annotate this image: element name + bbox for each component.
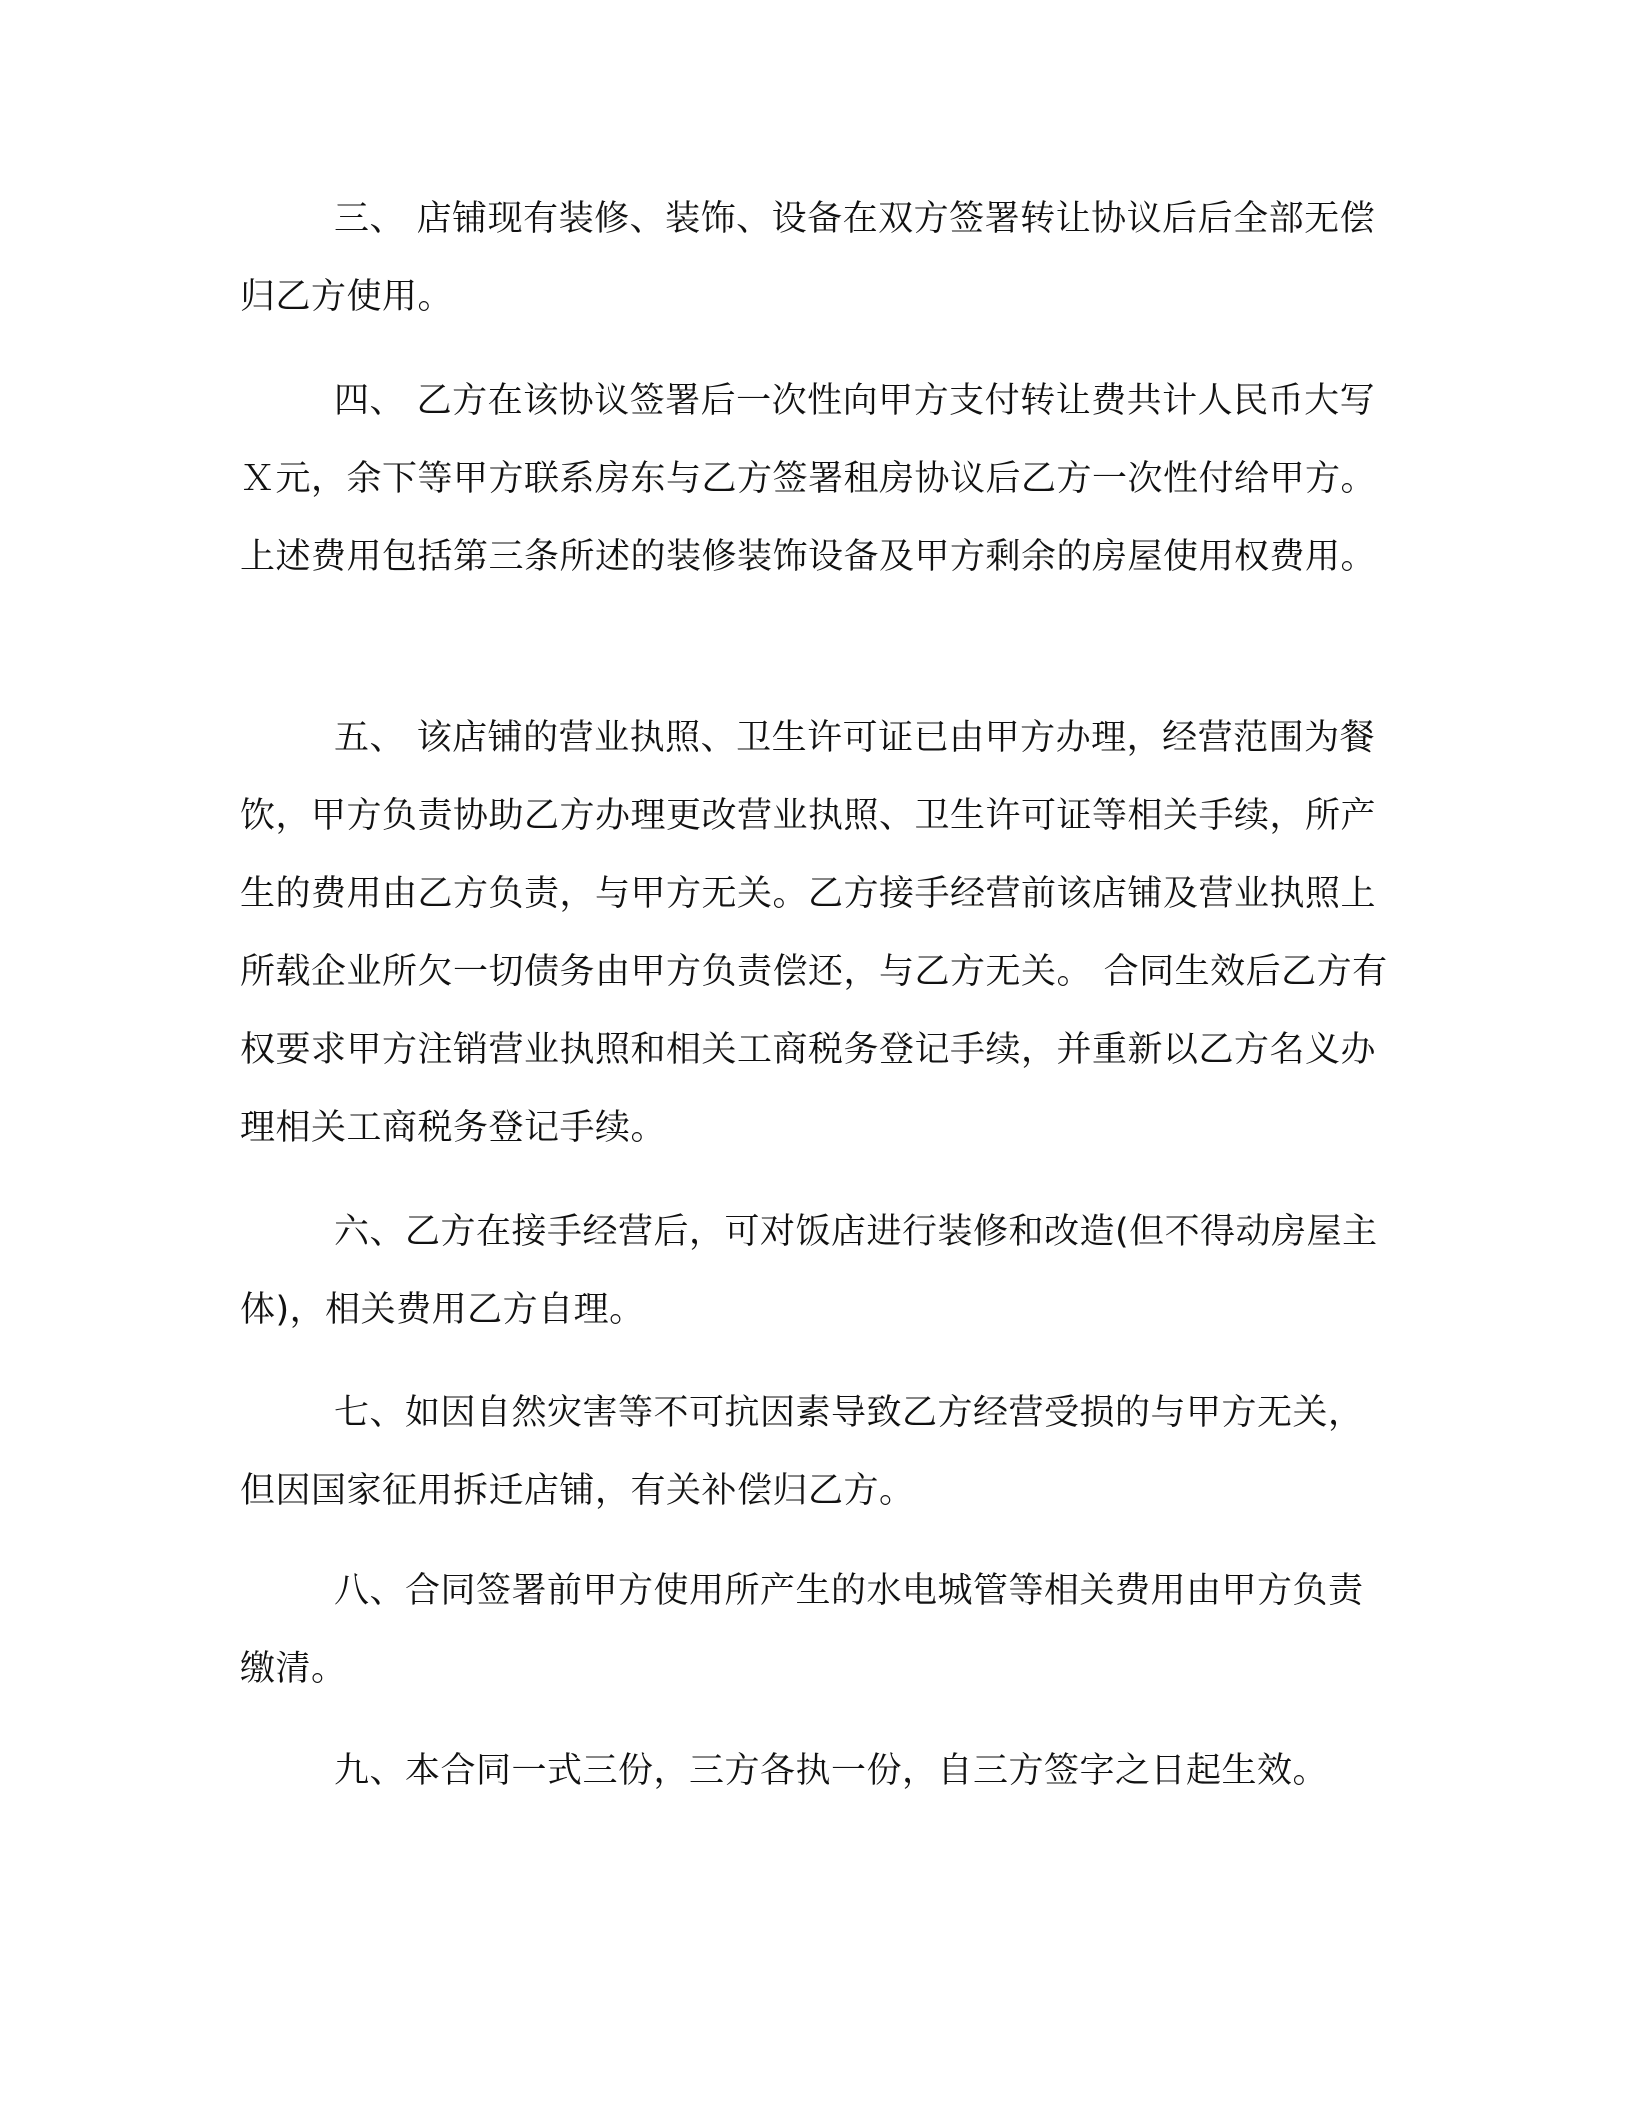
clause-7: 七、如因自然灾害等不可抗因素导致乙方经营受损的与甲方无关，但因国家征用拆迁店铺，有关补偿归乙方。	[240, 1393, 1364, 1511]
clause-6: 六、乙方在接手经营后，可对饭店进行装修和改造(但不得动房屋主体)，相关费用乙方自理。	[240, 1212, 1378, 1330]
clause-5: 五、 该店铺的营业执照、卫生许可证已由甲方办理，经营范围为餐饮，甲方负责协助乙方办理更改营业执照、卫生许可证等相关手续，所产生的费用由乙方负责，与甲方无关。乙方接手经营前该店铺及营业执照上所载企业所欠一切债务由甲方负责偿还，与乙方无关。 合同生效后乙方有权要求甲方注销营业执照和相关工商税务登记手续，并重新以乙方名义办理相关工商税务登记手续。	[240, 718, 1388, 1148]
clause-9: 九、本合同一式三份，三方各执一份，自三方签字之日起生效。	[334, 1751, 1329, 1791]
clause-8: 八、合同签署前甲方使用所产生的水电城管等相关费用由甲方负责缴清。	[240, 1571, 1364, 1689]
clause-3: 三、 店铺现有装修、装饰、设备在双方签署转让协议后后全部无偿归乙方使用。	[240, 199, 1376, 317]
clause-4: 四、 乙方在该协议签署后一次性向甲方支付转让费共计人民币大写Ｘ元，余下等甲方联系房东与乙方签署租房协议后乙方一次性付给甲方。上述费用包括第三条所述的装修装饰设备及甲方剩余的房屋使用权费用。	[240, 381, 1377, 577]
